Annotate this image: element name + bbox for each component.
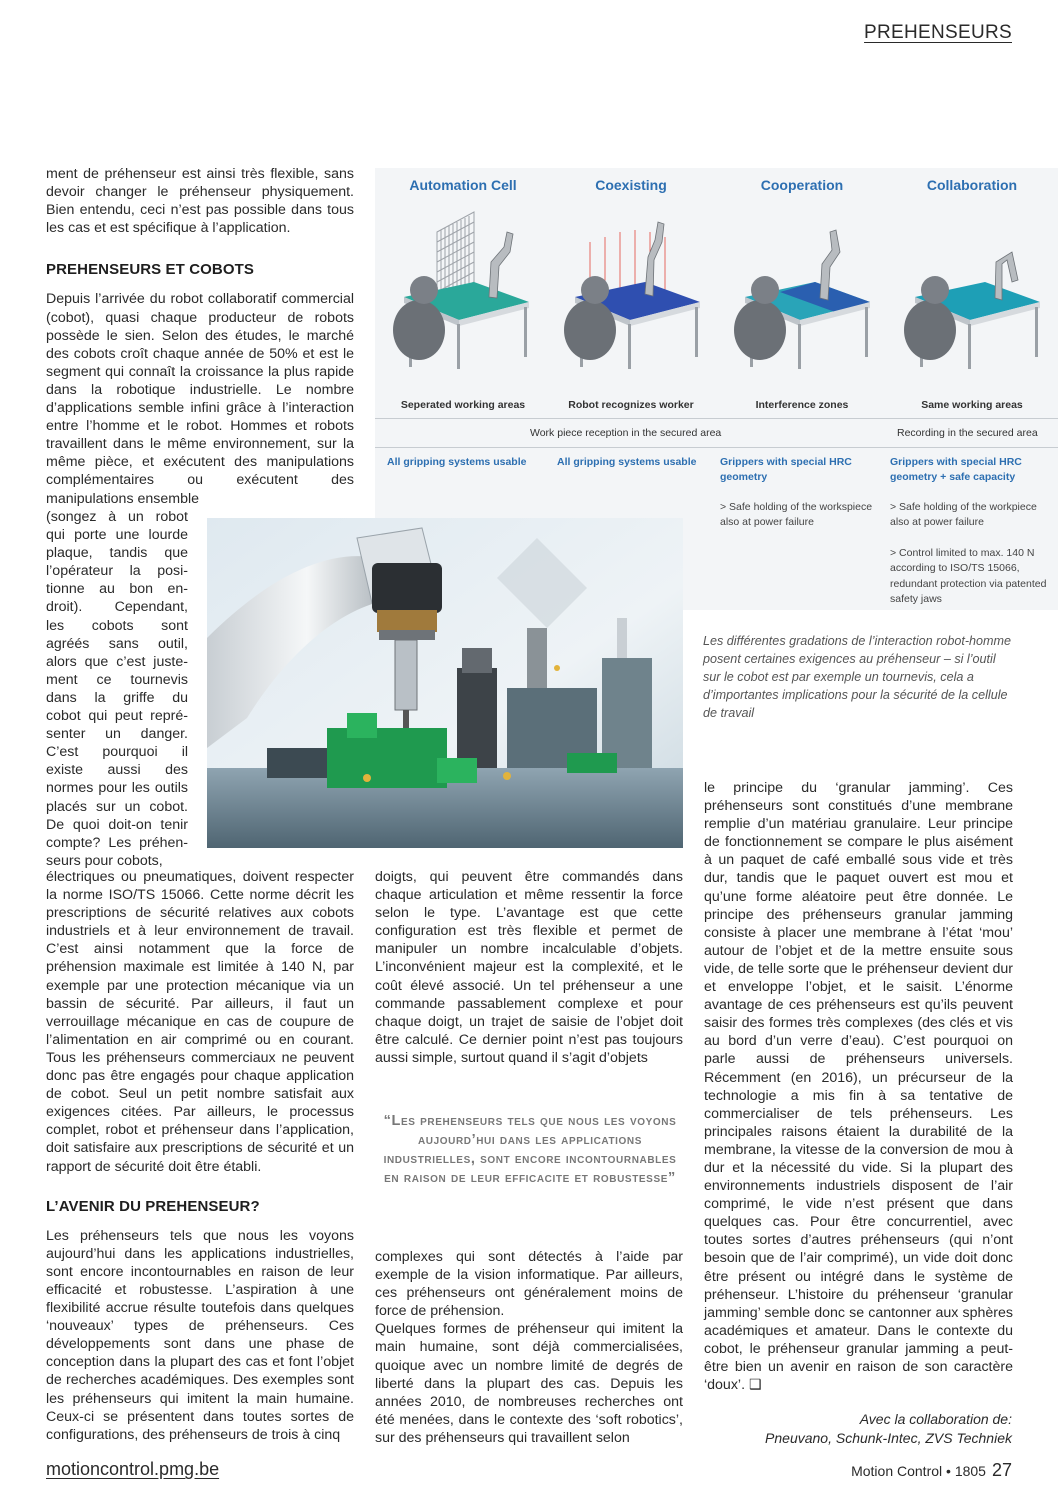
column-1-top <box>46 165 354 508</box>
section-header: PREHENSEURS <box>864 22 1012 43</box>
narrow-line: plaque, tandis que <box>46 545 188 562</box>
collaboration-credit <box>765 1410 1012 1447</box>
figure-caption: Les différentes gradations de l’interaction robot-homme posent certaines exigences au préhenseur – si l’outil sur le cobot est par exemple un tournevis, cela a d’importantes implications pour la sécurité de la cellule de travail <box>703 634 1012 720</box>
narrow-line: senter un danger. <box>46 726 188 743</box>
figure-control-note: > Control limited to max. 140 N according to ISO/TS 15066, redundant protection via patented safety jaws <box>890 547 1047 605</box>
cobot-gripper-photo <box>207 518 683 848</box>
narrow-line: C’est pourquoi il <box>46 744 188 761</box>
heading-prehenseurs-cobots: PREHENSEURS ET COBOTS <box>46 261 254 279</box>
body-paragraph-cobots: Depuis l’arrivée du robot collaboratif commercial (cobot), quasi chaque producteur de robots possède le sien. Selon des études, le marché des cobots croît chaque année de 50% et est le segment qui connaît la croissance la plus rapide dans la robotique industrielle. Le nombre d’applications semble infini grâce à l’interaction entre l’homme et le robot. Hommes et robots travaillent dans le même environnement, sur la même pièce, et exécutent des manipulations complémentaires ou exécutent des manipulations ensemble <box>46 291 354 507</box>
column-1-bottom <box>46 868 354 1444</box>
column-1-narrow <box>46 508 188 870</box>
pull-quote: “Les prehenseurs tels que nous les voyons aujourd’hui dans les applications industrielles, sont encore incontournables en raison de leur efficacite et robustesse” <box>383 1113 677 1186</box>
column-2-bottom <box>375 1248 683 1447</box>
narrow-line: existe aussi des <box>46 762 188 779</box>
narrow-line: tionne au bon en- <box>46 581 188 598</box>
collab-line-2: Pneuvano, Schunk-Intec, ZVS Techniek <box>765 1429 1012 1446</box>
body-paragraph-main-humaine: Quelques formes de préhenseur qui imitent la main humaine, sont déjà commercialisées, quoique avec un nombre limité de degrés de liberté dans la plupart des cas. Depuis les années 2010, de nombreuses recherches ont été menées, dans le contexte des ‘soft robotics’, sur des préhenseurs qui travaillent selon <box>375 1321 683 1446</box>
narrow-line: placés sur un cobot. <box>46 798 188 815</box>
heading-avenir: L’AVENIR DU PREHENSEUR? <box>46 1197 260 1215</box>
figure-gripper-note: Grippers with special HRC geometry <box>720 456 852 483</box>
body-paragraph-vision: complexes qui sont détectés à l’aide par exemple de la vision informatique. Par ailleurs, ces préhenseurs ont généralement moins de force de préhension. <box>375 1249 683 1320</box>
figure-reception-right: Recording in the secured area <box>897 427 1038 439</box>
collaboration-illustration <box>890 202 1050 372</box>
figure-column-header: Coexisting <box>595 177 667 193</box>
narrow-line: (songez à un robot <box>46 509 188 525</box>
narrow-line: cobot qui peut repré- <box>46 708 188 725</box>
page-number: 27 <box>991 1460 1012 1480</box>
figure-reception-left: Work piece reception in the secured area <box>530 427 722 439</box>
narrow-line: normes pour les outils <box>46 780 188 797</box>
figure-divider <box>375 447 1058 448</box>
narrow-line: compte? Les préhen- <box>46 834 188 851</box>
cooperation-illustration <box>720 202 880 372</box>
narrow-line: droit). Cependant, <box>46 599 188 616</box>
figure-row-label: Interference zones <box>755 399 849 411</box>
figure-gripper-note: Grippers with special HRC geometry + safe capacity <box>890 456 1022 483</box>
page-footer <box>851 1460 1012 1481</box>
narrow-line: De quoi doit-on tenir <box>46 816 188 833</box>
figure-row-label: Same working areas <box>921 399 1023 411</box>
body-paragraph-doigts: doigts, qui peuvent être commandés dans chaque articulation et même ressentir la force selon le type. L’avantage est que cette configuration est très flexible et permet de manipuler un nombre incalculable d’objets. L’inconvénient majeur est la complexité, et le coût élevé associé. Un tel préhenseur a une commande passablement complexe et pour chaque doigt, un trajet de saisie de l’objet doit être calculé. Ce dernier point n’est pas toujours aussi simple, surtout quand il s’agit d’objets <box>375 869 683 1066</box>
figure-gripper-note: All gripping systems usable <box>387 456 527 468</box>
narrow-line: qui porte une lourde <box>46 527 188 544</box>
intro-paragraph: ment de préhenseur est ainsi très flexible, sans devoir changer le préhenseur physiquement. Bien entendu, ceci n’est pas possible dans tous les cas et est spécifique à l’application. <box>46 166 354 237</box>
narrow-line: l’opérateur la posi- <box>46 563 188 580</box>
body-paragraph-avenir: Les préhenseurs tels que nous les voyons aujourd’hui dans les applications industrielles, sont encore incontournables en raison de leur efficacité et robustesse. L’aspiration à une flexibilité accrue résulte toutefois dans quelques ‘nouveaux’ types de préhenseurs. Ces développements sont dans une phase de conception dans la plupart des cas et font l’objet de recherches académiques. Des exemples sont les préhenseurs qui imitent la main humaine. Ceux-ci se présentent dans toutes sortes de configurations, des préhenseurs de trois à cinq <box>46 1227 354 1443</box>
column-3 <box>704 779 1013 1394</box>
narrow-line: seurs pour cobots, <box>46 852 163 869</box>
narrow-line: agréés sans outil, <box>46 635 188 652</box>
narrow-line: les cobots sont <box>46 617 188 634</box>
collab-line-1: Avec la collaboration de: <box>859 1411 1012 1427</box>
end-mark: ❑ <box>748 1377 762 1394</box>
figure-column-header: Automation Cell <box>409 177 517 193</box>
figure-row-label: Seperated working areas <box>400 399 526 411</box>
figure-divider <box>375 418 1058 419</box>
narrow-line: ment ce tournevis <box>46 671 188 688</box>
figure-column-header: Collaboration <box>926 177 1018 193</box>
narrow-line: alors que c’est juste- <box>46 653 188 670</box>
body-paragraph-granular <box>704 779 1013 1394</box>
column-2-top <box>375 868 683 1067</box>
body-paragraph-iso: électriques ou pneumatiques, doivent respecter la norme ISO/TS 15066. Cette norme décrit les prescriptions de sécurité relatives aux cobots industriels et à leur environnement de travail. C’est ainsi notamment que la force de préhension maximale est limitée à 140 N, par exemple par une protection mécanique via un bassin de sécurité. Par ailleurs, il faut un verrouillage mécanique en cas de coupure de l’alimentation en air comprimé ou en courant. Tous les préhenseurs commerciaux ne peuvent donc pas être engagés pour chaque application de cobot. Seul un petit nombre satisfait aux exigences citées. Par ailleurs, le processus complet, robot et préhenseur dans l’application, doit satisfaire aux prescriptions de sécurité et un rapport de sécurité doit être établi. <box>46 869 354 1175</box>
website-link[interactable]: motioncontrol.pmg.be <box>46 1459 220 1479</box>
figure-safety-note: > Safe holding of the workpiece also at power failure <box>890 501 1037 529</box>
figure-column-header: Cooperation <box>760 177 844 193</box>
granular-text: le principe du ‘granular jamming’. Ces préhenseurs sont constitués d’une membrane remplie d’un matériau granulaire. Leur principe de fonctionnement se compare le plus aisément à un paquet de café emballé sous vide et très dur, tandis que le paquet ouvert est mou et qu’une forme aléatoire peut être donnée. Le principe des préhenseurs granular jamming consiste à placer une membrane à l’état ‘mou’ autour de l’objet et de la mettre ensuite sous vide, de telle sorte que le préhenseur devient dur et enveloppe l’objet, et le saisit. L’énorme avantage de ces préhenseurs est qu’ils peuvent saisir des formes très complexes (des clés et vis au bord d’un verre d’eau). C’est pourquoi on parle aussi de préhenseurs universels. Récemment (en 2016), un précurseur de la technologie a mis fin à sa tentative de commercialiser de tels préhenseurs. Les principales raisons étaient la durabilité de la membrane, la vitesse de la conversion de mou à dur et la nécessité du vide. Si la plupart des environnements industriels disposent de l’air comprimé, le vide n’est présent que dans quelques cas. Pour être concurrentiel, avec toutes sortes d’autres préhenseurs (qui n’ont besoin que de l’air comprimé), un vide doit donc être présent ou intégré dans le système de préhenseur. L’histoire du préhenseur ‘granular jamming’ semble donc se cantonner aux sphères académiques et amateur. Dans le contexte du cobot, le préhenseur granular jamming a peut-être bien un avenir en raison de son caractère ‘doux’. <box>704 780 1013 1394</box>
coexisting-illustration <box>550 202 710 372</box>
automation-cell-illustration <box>379 202 539 372</box>
figure-row-label: Robot recognizes worker <box>568 399 694 411</box>
narrow-line: dans la griffe du <box>46 689 188 706</box>
magazine-issue: Motion Control • 1805 <box>851 1463 986 1479</box>
figure-safety-note: > Safe holding of the workspiece also at power failure <box>720 501 873 529</box>
figure-gripper-note: All gripping systems usable <box>557 456 697 468</box>
